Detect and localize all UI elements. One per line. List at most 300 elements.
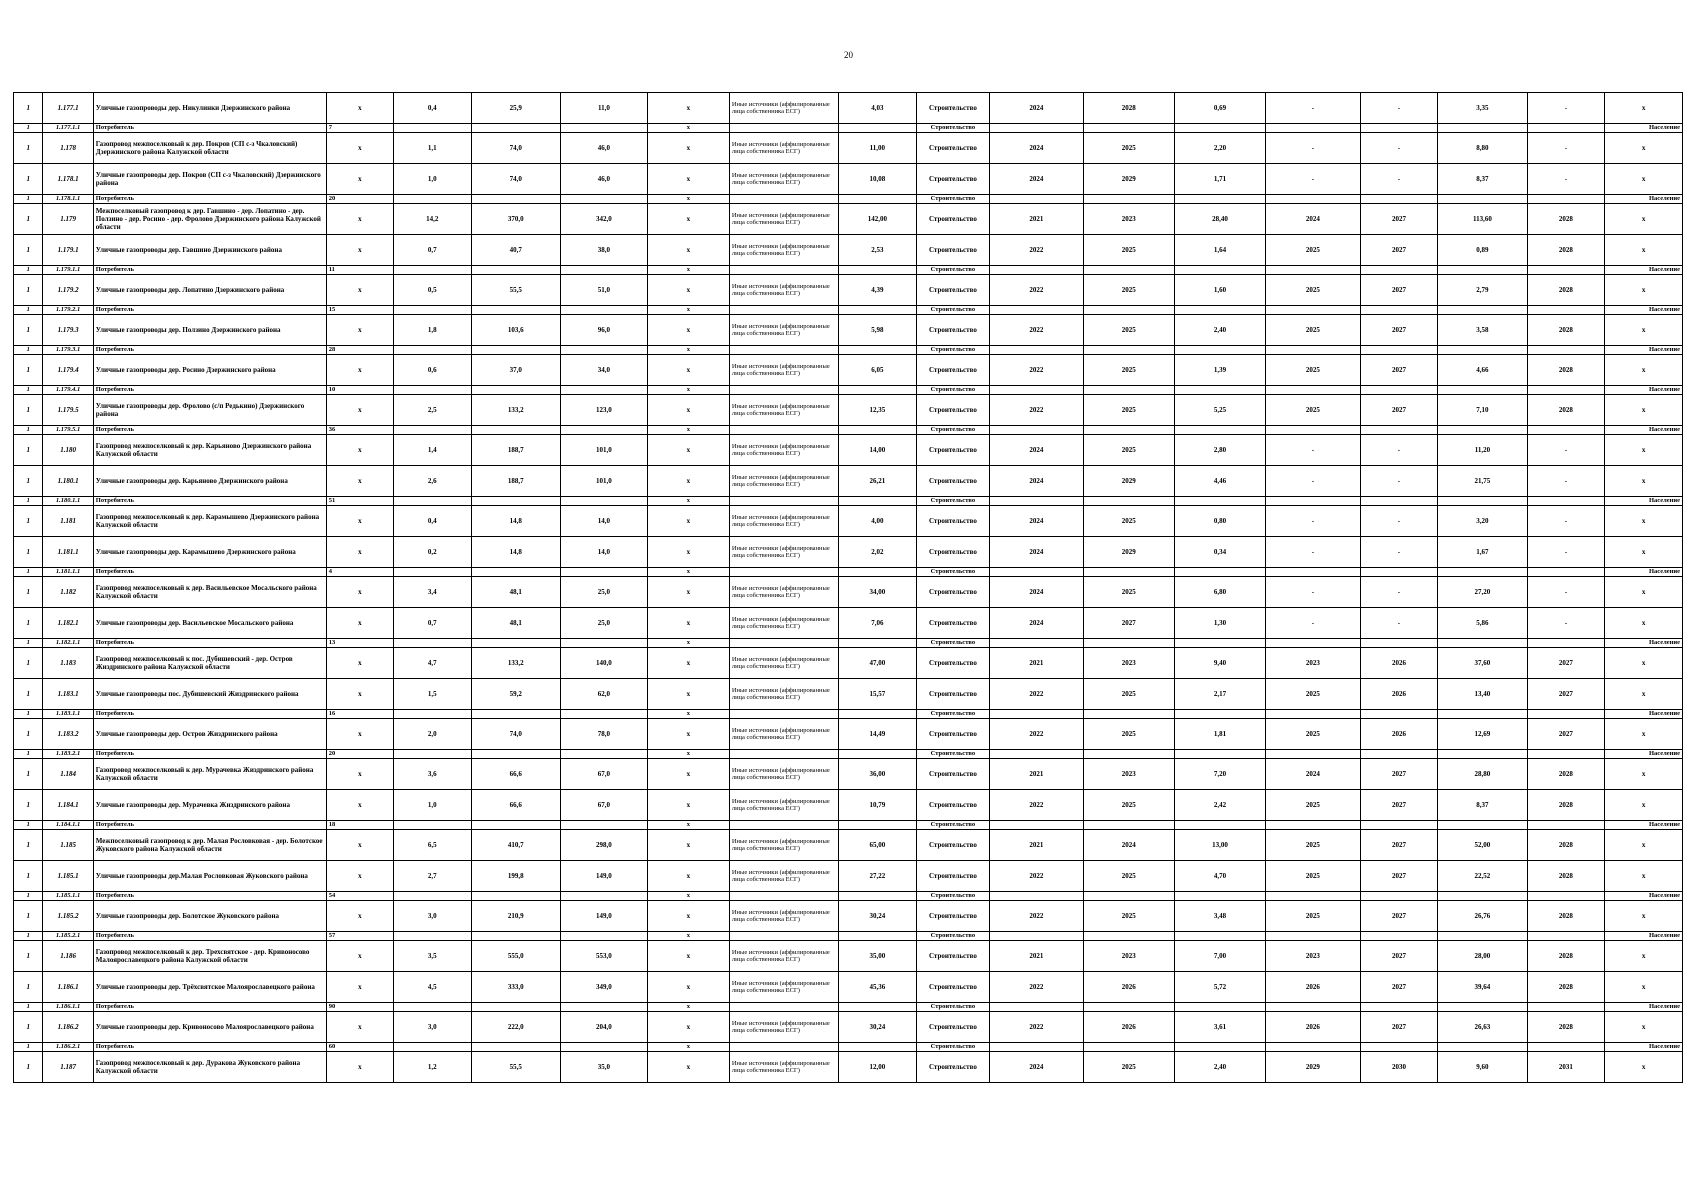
cell-c4: 46,0 [560,133,647,164]
table-row [14,235,1683,266]
empty-cell [471,892,560,901]
consumer-label: Потребитель [93,821,326,830]
row-number: 1.180.1.1 [43,497,93,506]
cell-c4: 14,0 [560,537,647,568]
empty-cell [1266,346,1360,355]
year-5: - [1527,133,1605,164]
empty-cell [1083,710,1174,719]
cell-c5: x [647,386,729,395]
value-1: 5,25 [1174,395,1265,426]
empty-cell [560,346,647,355]
object-name: Уличные газопроводы дер. Никулинки Дзержинского района [93,93,326,124]
empty-cell [1083,892,1174,901]
funding-source: Иные источники (аффилированные лица собственника ЕСГ) [729,164,838,195]
year-end: 2024 [1083,830,1174,861]
value-2: 8,37 [1438,164,1527,195]
cell-c5: x [647,426,729,435]
row-index: 1 [14,133,43,164]
year-5: - [1527,466,1605,497]
cell-c1: x [326,164,393,195]
year-4: 2027 [1360,355,1438,386]
work-type: Строительство [916,235,989,266]
value-1: 1,39 [1174,355,1265,386]
value-2: 11,20 [1438,435,1527,466]
cell-c3: 14,8 [471,537,560,568]
year-5: 2028 [1527,901,1605,932]
year-4: - [1360,608,1438,639]
cell-c5: x [647,355,729,386]
year-end: 2029 [1083,164,1174,195]
work-type: Строительство [916,164,989,195]
empty-cell [1083,195,1174,204]
funding-source: Иные источники (аффилированные лица собственника ЕСГ) [729,941,838,972]
year-4: 2030 [1360,1052,1438,1083]
object-name: Уличные газопроводы дер. Остров Жиздринского района [93,719,326,750]
empty-cell [838,266,916,275]
empty-cell [1360,710,1438,719]
funding-source: Иные источники (аффилированные лица собственника ЕСГ) [729,830,838,861]
consumer-label: Потребитель [93,710,326,719]
table-row [14,608,1683,639]
cell-c4: 51,0 [560,275,647,306]
cell-c4: 78,0 [560,719,647,750]
empty-cell [838,1003,916,1012]
cell-last: x [1605,941,1683,972]
funding-source: Иные источники (аффилированные лица собственника ЕСГ) [729,537,838,568]
year-start: 2021 [990,204,1083,235]
cell-c3: 25,9 [471,93,560,124]
empty-cell [1438,710,1527,719]
year-start: 2022 [990,1012,1083,1043]
year-3: - [1266,506,1360,537]
row-index: 1 [14,93,43,124]
object-name: Уличные газопроводы дер. Фролово (с/п Редькино) Дзержинского района [93,395,326,426]
row-number: 1.187 [43,1052,93,1083]
value-1: 28,40 [1174,204,1265,235]
table-row [14,1052,1683,1083]
empty-cell [471,497,560,506]
work-type: Строительство [916,395,989,426]
cell-c5: x [647,164,729,195]
empty-cell [560,426,647,435]
cell-last: x [1605,506,1683,537]
empty-cell [1438,568,1527,577]
year-start: 2024 [990,93,1083,124]
year-5: 2028 [1527,790,1605,821]
cell-last: x [1605,759,1683,790]
empty-cell [471,750,560,759]
cell-c1: x [326,679,393,710]
year-3: 2025 [1266,830,1360,861]
empty-cell [1360,1003,1438,1012]
row-index: 1 [14,426,43,435]
work-type: Строительство [916,1052,989,1083]
consumer-count: 57 [326,932,393,941]
cell-c1: x [326,315,393,346]
year-5: 2028 [1527,395,1605,426]
object-name: Газопровод межпоселковый к дер. Дуракова Жуковского района Калужской области [93,1052,326,1083]
table-row [14,395,1683,426]
empty-cell [1266,821,1360,830]
empty-cell [1266,568,1360,577]
population-label: Население [1605,639,1683,648]
object-name: Газопровод межпоселковый к дер. Покров (СП с-з Чкаловский) Дзержинского района Калужской области [93,133,326,164]
cell-c1: x [326,204,393,235]
empty-cell [990,1043,1083,1052]
object-name: Уличные газопроводы дер. Ползино Дзержинского района [93,315,326,346]
work-type: Строительство [916,306,989,315]
row-number: 1.186 [43,941,93,972]
row-index: 1 [14,1043,43,1052]
value-1: 7,20 [1174,759,1265,790]
funding-source: Иные источники (аффилированные лица собственника ЕСГ) [729,577,838,608]
row-number: 1.185.2.1 [43,932,93,941]
table-row [14,1012,1683,1043]
cell-c5: x [647,133,729,164]
row-number: 1.183 [43,648,93,679]
cell-c5: x [647,679,729,710]
row-index: 1 [14,821,43,830]
empty-cell [1174,932,1265,941]
row-index: 1 [14,941,43,972]
work-type: Строительство [916,972,989,1003]
consumer-row [14,821,1683,830]
year-end: 2023 [1083,204,1174,235]
cell-c5: x [647,821,729,830]
empty-cell [1174,568,1265,577]
empty-cell [1266,710,1360,719]
year-end: 2025 [1083,395,1174,426]
empty-cell [393,1003,471,1012]
year-start: 2022 [990,861,1083,892]
funding-source: Иные источники (аффилированные лица собственника ЕСГ) [729,759,838,790]
consumer-count: 4 [326,568,393,577]
empty-cell [560,892,647,901]
empty-cell [1527,124,1605,133]
cell-c3: 14,8 [471,506,560,537]
empty-cell [471,346,560,355]
row-index: 1 [14,315,43,346]
empty-cell [1360,195,1438,204]
empty-cell [1527,1043,1605,1052]
empty-cell [1438,306,1527,315]
row-number: 1.182 [43,577,93,608]
cell-c5: x [647,497,729,506]
cell-c5: x [647,719,729,750]
cost-value: 34,00 [838,577,916,608]
work-type: Строительство [916,204,989,235]
year-3: 2025 [1266,355,1360,386]
value-2: 113,60 [1438,204,1527,235]
consumer-count: 18 [326,821,393,830]
empty-cell [1360,821,1438,830]
year-start: 2024 [990,537,1083,568]
population-label: Население [1605,710,1683,719]
consumer-count: 54 [326,892,393,901]
gas-pipeline-table [13,92,1683,1083]
empty-cell [729,932,838,941]
empty-cell [838,639,916,648]
work-type: Строительство [916,1012,989,1043]
value-2: 7,10 [1438,395,1527,426]
empty-cell [838,750,916,759]
value-2: 12,69 [1438,719,1527,750]
year-4: 2027 [1360,901,1438,932]
empty-cell [1174,266,1265,275]
value-1: 4,70 [1174,861,1265,892]
empty-cell [990,266,1083,275]
empty-cell [729,124,838,133]
row-number: 1.185.2 [43,901,93,932]
table-row [14,506,1683,537]
empty-cell [393,710,471,719]
empty-cell [1083,639,1174,648]
length-km: 0,5 [393,275,471,306]
empty-cell [393,266,471,275]
year-4: 2027 [1360,941,1438,972]
empty-cell [1360,1043,1438,1052]
empty-cell [1174,892,1265,901]
year-3: - [1266,608,1360,639]
row-index: 1 [14,1012,43,1043]
cell-c3: 555,0 [471,941,560,972]
empty-cell [1083,1043,1174,1052]
object-name: Межпоселковый газопровод к дер. Гавшино - дер. Лопатино - дер. Ползино - дер. Росино - дер. Фролово Дзержинского района Калужской области [93,204,326,235]
empty-cell [1174,1043,1265,1052]
value-2: 37,60 [1438,648,1527,679]
empty-cell [1083,266,1174,275]
funding-source: Иные источники (аффилированные лица собственника ЕСГ) [729,275,838,306]
year-5: 2028 [1527,355,1605,386]
cell-c4: 298,0 [560,830,647,861]
empty-cell [990,306,1083,315]
cell-last: x [1605,577,1683,608]
row-index: 1 [14,164,43,195]
row-number: 1.186.1 [43,972,93,1003]
value-1: 4,46 [1174,466,1265,497]
empty-cell [1174,386,1265,395]
population-label: Население [1605,426,1683,435]
year-3: 2025 [1266,861,1360,892]
consumer-row [14,266,1683,275]
work-type: Строительство [916,435,989,466]
table-row [14,861,1683,892]
population-label: Население [1605,266,1683,275]
consumer-label: Потребитель [93,932,326,941]
year-start: 2021 [990,648,1083,679]
population-label: Население [1605,932,1683,941]
empty-cell [560,1003,647,1012]
empty-cell [393,195,471,204]
year-end: 2025 [1083,577,1174,608]
year-4: 2027 [1360,275,1438,306]
cell-c5: x [647,577,729,608]
empty-cell [393,346,471,355]
table-row [14,577,1683,608]
consumer-label: Потребитель [93,639,326,648]
empty-cell [560,1043,647,1052]
work-type: Строительство [916,386,989,395]
year-3: 2025 [1266,679,1360,710]
empty-cell [393,426,471,435]
empty-cell [990,426,1083,435]
empty-cell [1360,892,1438,901]
empty-cell [560,932,647,941]
value-2: 8,37 [1438,790,1527,821]
cell-c1: x [326,577,393,608]
consumer-row [14,497,1683,506]
row-number: 1.179.3 [43,315,93,346]
row-number: 1.181.1 [43,537,93,568]
year-end: 2027 [1083,608,1174,639]
work-type: Строительство [916,537,989,568]
empty-cell [393,821,471,830]
object-name: Уличные газопроводы дер. Васильевское Мосальского района [93,608,326,639]
value-2: 8,80 [1438,133,1527,164]
length-km: 4,5 [393,972,471,1003]
year-5: 2028 [1527,235,1605,266]
empty-cell [1083,346,1174,355]
empty-cell [1527,386,1605,395]
consumer-row [14,1043,1683,1052]
value-1: 2,20 [1174,133,1265,164]
year-end: 2025 [1083,790,1174,821]
consumer-row [14,124,1683,133]
object-name: Уличные газопроводы дер. Трёхсвятское Малоярославецкого района [93,972,326,1003]
row-index: 1 [14,355,43,386]
empty-cell [471,306,560,315]
row-number: 1.177.1.1 [43,124,93,133]
cell-c1: x [326,719,393,750]
table-row [14,435,1683,466]
funding-source: Иные источники (аффилированные лица собственника ЕСГ) [729,719,838,750]
year-3: - [1266,466,1360,497]
cell-c5: x [647,1012,729,1043]
year-end: 2023 [1083,941,1174,972]
work-type: Строительство [916,266,989,275]
cell-last: x [1605,164,1683,195]
empty-cell [729,1003,838,1012]
table-row [14,830,1683,861]
empty-cell [1438,124,1527,133]
empty-cell [1266,750,1360,759]
cell-c3: 410,7 [471,830,560,861]
year-5: 2028 [1527,759,1605,790]
empty-cell [1527,750,1605,759]
consumer-row [14,568,1683,577]
value-2: 0,89 [1438,235,1527,266]
object-name: Уличные газопроводы дер. Карамышево Дзержинского района [93,537,326,568]
empty-cell [1527,710,1605,719]
cell-c5: x [647,639,729,648]
length-km: 1,8 [393,315,471,346]
cell-c3: 74,0 [471,133,560,164]
year-3: - [1266,435,1360,466]
population-label: Население [1605,821,1683,830]
row-index: 1 [14,1003,43,1012]
year-4: 2026 [1360,679,1438,710]
row-index: 1 [14,204,43,235]
table-row [14,93,1683,124]
length-km: 1,2 [393,1052,471,1083]
consumer-count: 10 [326,386,393,395]
row-index: 1 [14,506,43,537]
cell-c4: 101,0 [560,435,647,466]
consumer-label: Потребитель [93,266,326,275]
cell-c5: x [647,941,729,972]
cell-c3: 74,0 [471,719,560,750]
table-body [14,93,1683,1083]
year-end: 2025 [1083,1052,1174,1083]
cell-c5: x [647,315,729,346]
population-label: Население [1605,568,1683,577]
work-type: Строительство [916,719,989,750]
cost-value: 35,00 [838,941,916,972]
cell-c4: 38,0 [560,235,647,266]
consumer-count: 60 [326,1043,393,1052]
page-number: 20 [844,50,853,60]
object-name: Уличные газопроводы пос. Дубишевский Жиздринского района [93,679,326,710]
empty-cell [471,1043,560,1052]
empty-cell [560,195,647,204]
empty-cell [1174,750,1265,759]
row-index: 1 [14,679,43,710]
funding-source: Иные источники (аффилированные лица собственника ЕСГ) [729,608,838,639]
consumer-label: Потребитель [93,1003,326,1012]
empty-cell [990,195,1083,204]
empty-cell [1083,497,1174,506]
cell-c5: x [647,830,729,861]
row-index: 1 [14,124,43,133]
table-row [14,679,1683,710]
cell-last: x [1605,1052,1683,1083]
cell-c5: x [647,395,729,426]
year-3: 2025 [1266,901,1360,932]
row-index: 1 [14,861,43,892]
value-1: 1,30 [1174,608,1265,639]
length-km: 0,4 [393,93,471,124]
cost-value: 14,49 [838,719,916,750]
length-km: 3,4 [393,577,471,608]
year-3: 2025 [1266,395,1360,426]
row-index: 1 [14,759,43,790]
empty-cell [471,124,560,133]
work-type: Строительство [916,608,989,639]
empty-cell [1438,1043,1527,1052]
consumer-label: Потребитель [93,124,326,133]
row-number: 1.179.5.1 [43,426,93,435]
cell-c5: x [647,568,729,577]
cell-c4: 25,0 [560,608,647,639]
cost-value: 65,00 [838,830,916,861]
empty-cell [560,639,647,648]
object-name: Уличные газопроводы дер. Мурачевка Жиздринского района [93,790,326,821]
value-1: 1,60 [1174,275,1265,306]
cell-c1: x [326,355,393,386]
value-1: 13,00 [1174,830,1265,861]
empty-cell [1266,932,1360,941]
empty-cell [990,346,1083,355]
value-1: 3,48 [1174,901,1265,932]
empty-cell [1527,497,1605,506]
object-name: Уличные газопроводы дер. Лопатино Дзержинского района [93,275,326,306]
empty-cell [729,639,838,648]
consumer-label: Потребитель [93,568,326,577]
cell-c1: x [326,537,393,568]
cell-c4: 11,0 [560,93,647,124]
cell-last: x [1605,275,1683,306]
cell-last: x [1605,679,1683,710]
